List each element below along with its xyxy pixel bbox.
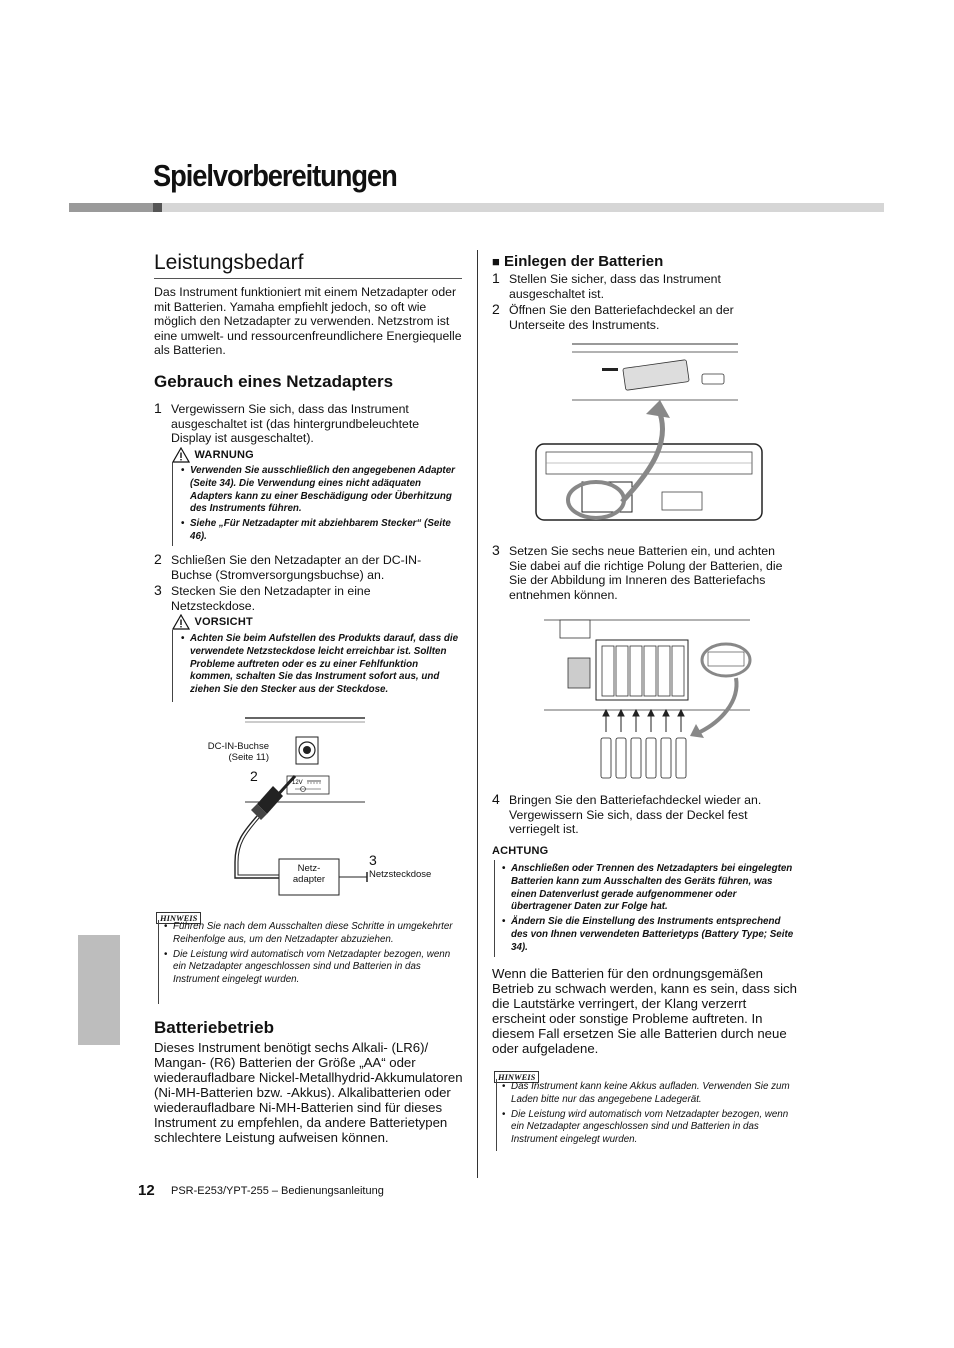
adapter-figure [195, 712, 465, 902]
manual-title: PSR-E253/YPT-255 – Bedienungsanleitung [171, 1185, 384, 1197]
weak-battery-text: Wenn die Batterien für den ordnungsgemäßen Betrieb zu schwach werden, kann es sein, dass sich die Lautstärke verringert, der Klang verzerrt erscheint oder sonstige Probleme auftreten. In diesem Fall ersetzen Sie alle Batterien durch neue oder aufgeladene. [492, 966, 797, 1056]
step-number: 3 [154, 582, 162, 598]
dc-in-label [201, 741, 269, 763]
section-rule [154, 278, 462, 279]
battery-step-3 [492, 544, 792, 602]
column-divider [477, 250, 478, 1178]
title-bar [69, 203, 884, 212]
callout-2: 2 [250, 768, 258, 784]
achtung-item: • Ändern Sie die Einstellung des Instruments entsprechend des von Ihnen verwendeten Batterietyps (Battery Type; Seite 34). [502, 916, 798, 954]
callout-3: 3 [369, 852, 377, 868]
step-number: 3 [492, 542, 500, 558]
side-tab [78, 935, 120, 1045]
voltage-label: 12V [292, 780, 303, 786]
heading-marker: ■ [492, 254, 500, 269]
achtung-item: • Anschließen oder Trennen des Netzadapters bei eingelegten Batterien kann zum Ausschalten des Geräts führen, was einen Datenverlust gerade aufgenommener oder übertragener Daten zur Folge hat. [502, 863, 798, 914]
step-text: Setzen Sie sechs neue Batterien ein, und achten Sie dabei auf die richtige Polung der Batterien, die Sie der Abbildung im Inneren des Batteriefachs entnehmen können. [509, 544, 783, 602]
warnung-item: • Siehe „Für Netzadapter mit abziehbarem Stecker“ (Seite 46). [181, 518, 463, 544]
step-number: 2 [492, 301, 500, 317]
dc-in-label-line: (Seite 11) [228, 752, 269, 763]
adapter-step-1 [154, 402, 454, 446]
adapter-heading: Gebrauch eines Netzadapters [154, 372, 394, 391]
battery-cover-figure [532, 340, 768, 522]
adapter-label-line: adapter [292, 874, 326, 885]
vorsicht-box [172, 613, 253, 631]
hinweis-label: HINWEIS [494, 1071, 539, 1083]
achtung-label: ACHTUNG [492, 845, 549, 857]
vorsicht-item: • Achten Sie beim Aufstellen des Produkts darauf, dass die verwendete Netzsteckdose leicht erreichbar ist. Sollten Probleme auftreten oder es zu einer Fehlfunktion kommen, schalten Sie das Instrument sofort aus, und ziehen Sie den Stecker aus der Steckdose. [181, 633, 463, 697]
hinweis-list-left [164, 921, 460, 989]
page-title: Spielvorbereitungen [153, 158, 397, 193]
warnung-item: • Verwenden Sie ausschließlich den angegebenen Adapter (Seite 34). Die Verwendung eines nicht adäquaten Adapters kann zu einer Beschädigung oder Überhitzung des Instruments führen. [181, 465, 463, 516]
hinweis-item: • Die Leistung wird automatisch vom Netzadapter bezogen, wenn ein Netzadapter angeschlossen sind und Batterien in das Instrument eingelegt wurden. [164, 949, 460, 987]
hinweis-item: • Die Leistung wird automatisch vom Netzadapter bezogen, wenn ein Netzadapter angeschlossen sind und Batterien in das Instrument eingelegt wurden. [502, 1109, 798, 1147]
battery-step-2 [492, 303, 792, 332]
step-text: Stecken Sie den Netzadapter in eine Netzsteckdose. [171, 584, 371, 613]
intro-text: Das Instrument funktioniert mit einem Netzadapter oder mit Batterien. Yamaha empfiehlt jedoch, so oft wie möglich den Netzadapter zu verwenden. Netzstrom ist eine umwelt- und ressourcenfreundlichere Energiequelle als Batterien. [154, 285, 462, 358]
warnung-list [181, 465, 463, 546]
step-text: Stellen Sie sicher, dass das Instrument ausgeschaltet ist. [509, 272, 721, 301]
achtung-list [502, 863, 798, 957]
step-text: Schließen Sie den Netzadapter an der DC-IN-Buchse (Stromversorgungsbuchse) an. [171, 553, 422, 582]
battery-insert-heading [492, 253, 663, 270]
battery-heading: Batteriebetrieb [154, 1018, 274, 1037]
vorsicht-bar [172, 630, 173, 702]
section-title: Leistungsbedarf [154, 251, 304, 274]
title-bar-accent [69, 203, 153, 212]
battery-text: Dieses Instrument benötigt sechs Alkali- (LR6)/ Mangan- (R6) Batterien der Größe „AA“ oder wiederaufladbare Nickel-Metallhydrid-Akkumulatoren (Ni-MH-Batterien bzw. -Akkus). Alkalibatterien oder wiederaufladbare Ni-MH-Batterien sind für dieses Instrument zu empfehlen, da andere Batterietypen schlechtere Leistung aufweisen können. [154, 1040, 463, 1145]
step-text: Öffnen Sie den Batteriefachdeckel an der Unterseite des Instruments. [509, 303, 734, 332]
warning-triangle-icon [172, 447, 190, 463]
title-bar-square [153, 203, 162, 212]
vorsicht-list [181, 633, 463, 699]
step-number: 4 [492, 791, 500, 807]
warnung-label: WARNUNG [194, 448, 254, 461]
dc-in-label-line: DC-IN-Buchse [207, 741, 269, 752]
hinweis-item: • Führen Sie nach dem Ausschalten diese Schritte in umgekehrter Reihenfolge aus, um den Netzadapter abzuziehen. [164, 921, 460, 947]
vorsicht-label: VORSICHT [194, 615, 253, 628]
adapter-label-line: Netz- [297, 863, 321, 874]
battery-insert-figure [540, 612, 756, 784]
hinweis-bar [158, 920, 159, 1004]
step-text: Vergewissern Sie sich, dass das Instrument ausgeschaltet ist (das hintergrundbeleuchtete Display ist ausgeschaltet). [171, 402, 420, 446]
warnung-box [172, 446, 254, 464]
step-text: Bringen Sie den Batteriefachdeckel wieder an. Vergewissern Sie sich, dass der Deckel fest verriegelt ist. [509, 793, 762, 837]
achtung-bar [494, 860, 495, 957]
adapter-step-3 [154, 584, 454, 613]
step-number: 1 [492, 270, 500, 286]
page-number: 12 [138, 1182, 155, 1199]
hinweis-bar [496, 1079, 497, 1151]
heading-text: Einlegen der Batterien [504, 253, 664, 270]
adapter-step-2 [154, 553, 454, 582]
outlet-label: Netzsteckdose [369, 869, 432, 880]
hinweis-label: HINWEIS [156, 912, 201, 924]
warning-triangle-icon [172, 614, 190, 630]
warnung-bar [172, 462, 173, 546]
step-number: 1 [154, 400, 162, 416]
battery-step-4 [492, 793, 792, 837]
hinweis-list-right [502, 1081, 798, 1149]
hinweis-item: • Das Instrument kann keine Akkus aufladen. Verwenden Sie zum Laden bitte nur das angegebene Ladegerät. [502, 1081, 798, 1107]
battery-step-1 [492, 272, 792, 301]
adapter-box-label [279, 863, 339, 885]
step-number: 2 [154, 551, 162, 567]
